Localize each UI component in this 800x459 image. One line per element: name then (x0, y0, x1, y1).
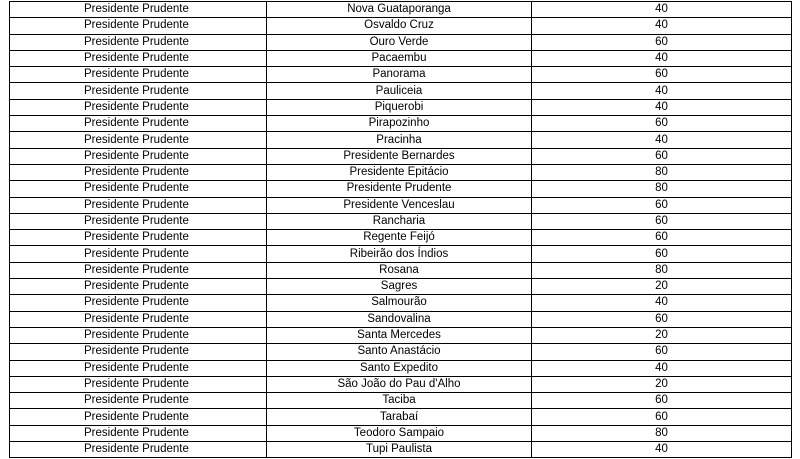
city-cell: Sagres (267, 279, 532, 295)
value-cell: 60 (532, 116, 792, 132)
value-cell: 60 (532, 311, 792, 327)
value-cell: 60 (532, 393, 792, 409)
table-row (10, 34, 792, 50)
city-cell: São João do Pau d'Alho (267, 376, 532, 392)
table-row (10, 311, 792, 327)
value-cell: 60 (532, 344, 792, 360)
table-row (10, 148, 792, 164)
value-cell: 60 (532, 246, 792, 262)
city-cell: Pirapozinho (267, 116, 532, 132)
value-cell: 60 (532, 197, 792, 213)
city-cell: Rancharia (267, 213, 532, 229)
value-cell: 40 (532, 18, 792, 34)
region-cell: Presidente Prudente (10, 50, 267, 66)
table-row (10, 360, 792, 376)
city-cell: Ribeirão dos Índios (267, 246, 532, 262)
value-cell: 60 (532, 67, 792, 83)
table-body (10, 2, 792, 458)
value-cell: 80 (532, 425, 792, 441)
region-cell: Presidente Prudente (10, 409, 267, 425)
city-cell: Presidente Venceslau (267, 197, 532, 213)
value-cell: 40 (532, 360, 792, 376)
table-row (10, 344, 792, 360)
value-cell: 40 (532, 50, 792, 66)
region-cell: Presidente Prudente (10, 246, 267, 262)
value-cell: 60 (532, 34, 792, 50)
city-cell: Teodoro Sampaio (267, 425, 532, 441)
table-row (10, 295, 792, 311)
city-cell: Pacaembu (267, 50, 532, 66)
region-cell: Presidente Prudente (10, 311, 267, 327)
city-cell: Presidente Bernardes (267, 148, 532, 164)
region-cell: Presidente Prudente (10, 230, 267, 246)
city-cell: Santo Anastácio (267, 344, 532, 360)
table-row (10, 376, 792, 392)
table-row (10, 83, 792, 99)
region-cell: Presidente Prudente (10, 425, 267, 441)
value-cell: 20 (532, 327, 792, 343)
region-cell: Presidente Prudente (10, 262, 267, 278)
city-cell: Salmourão (267, 295, 532, 311)
table-row (10, 164, 792, 180)
region-cell: Presidente Prudente (10, 18, 267, 34)
region-cell: Presidente Prudente (10, 99, 267, 115)
region-cell: Presidente Prudente (10, 83, 267, 99)
value-cell: 40 (532, 295, 792, 311)
table-row (10, 2, 792, 18)
region-cell: Presidente Prudente (10, 34, 267, 50)
value-cell: 40 (532, 99, 792, 115)
table-row (10, 18, 792, 34)
city-cell: Regente Feijó (267, 230, 532, 246)
value-cell: 40 (532, 442, 792, 458)
value-cell: 60 (532, 213, 792, 229)
value-cell: 60 (532, 230, 792, 246)
value-cell: 80 (532, 262, 792, 278)
city-cell: Sandovalina (267, 311, 532, 327)
value-cell: 60 (532, 148, 792, 164)
value-cell: 80 (532, 164, 792, 180)
table-row (10, 393, 792, 409)
region-cell: Presidente Prudente (10, 164, 267, 180)
value-cell: 40 (532, 2, 792, 18)
table-row (10, 442, 792, 458)
table-row (10, 116, 792, 132)
value-cell: 20 (532, 376, 792, 392)
region-cell: Presidente Prudente (10, 295, 267, 311)
table-row (10, 327, 792, 343)
value-cell: 80 (532, 181, 792, 197)
value-cell: 20 (532, 279, 792, 295)
region-cell: Presidente Prudente (10, 213, 267, 229)
table-row (10, 230, 792, 246)
table-row (10, 425, 792, 441)
city-cell: Santo Expedito (267, 360, 532, 376)
value-cell: 40 (532, 132, 792, 148)
region-cell: Presidente Prudente (10, 393, 267, 409)
region-cell: Presidente Prudente (10, 327, 267, 343)
value-cell: 60 (532, 409, 792, 425)
table-row (10, 50, 792, 66)
region-cell: Presidente Prudente (10, 116, 267, 132)
table-row (10, 181, 792, 197)
city-cell: Presidente Prudente (267, 181, 532, 197)
region-cell: Presidente Prudente (10, 67, 267, 83)
table-row (10, 197, 792, 213)
region-cell: Presidente Prudente (10, 148, 267, 164)
city-cell: Tarabaí (267, 409, 532, 425)
table-row (10, 279, 792, 295)
table-row (10, 262, 792, 278)
city-cell: Osvaldo Cruz (267, 18, 532, 34)
region-cell: Presidente Prudente (10, 344, 267, 360)
city-cell: Piquerobi (267, 99, 532, 115)
city-cell: Nova Guataporanga (267, 2, 532, 18)
region-cell: Presidente Prudente (10, 442, 267, 458)
city-cell: Santa Mercedes (267, 327, 532, 343)
city-cell: Rosana (267, 262, 532, 278)
table-row (10, 409, 792, 425)
table-row (10, 99, 792, 115)
value-cell: 40 (532, 83, 792, 99)
city-cell: Tupi Paulista (267, 442, 532, 458)
city-cell: Taciba (267, 393, 532, 409)
region-cell: Presidente Prudente (10, 279, 267, 295)
region-cell: Presidente Prudente (10, 360, 267, 376)
city-cell: Panorama (267, 67, 532, 83)
region-cell: Presidente Prudente (10, 132, 267, 148)
city-cell: Pracinha (267, 132, 532, 148)
city-cell: Ouro Verde (267, 34, 532, 50)
region-cell: Presidente Prudente (10, 181, 267, 197)
table-row (10, 246, 792, 262)
region-cell: Presidente Prudente (10, 2, 267, 18)
city-cell: Presidente Epitácio (267, 164, 532, 180)
city-cell: Pauliceia (267, 83, 532, 99)
region-cell: Presidente Prudente (10, 197, 267, 213)
table-row (10, 132, 792, 148)
data-table (9, 1, 792, 458)
table-row (10, 67, 792, 83)
table-row (10, 213, 792, 229)
region-cell: Presidente Prudente (10, 376, 267, 392)
